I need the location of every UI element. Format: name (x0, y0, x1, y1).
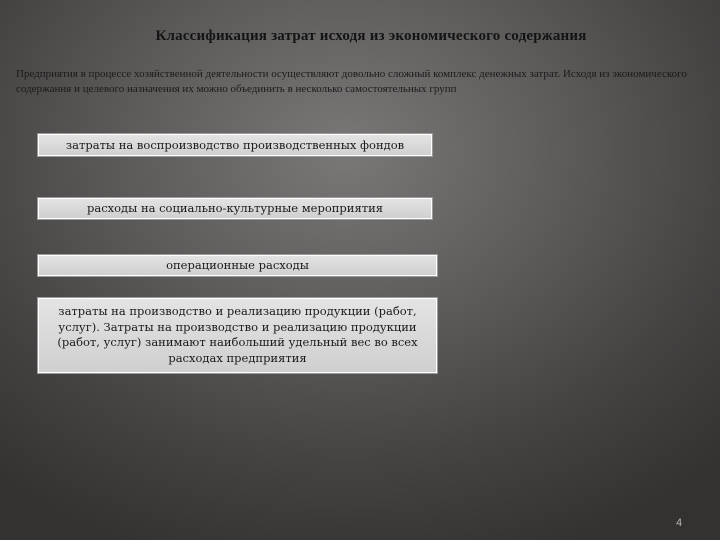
category-box-social-cultural: расходы на социально-культурные мероприятия (37, 197, 433, 220)
page-number: 4 (676, 517, 683, 529)
category-box-operational: операционные расходы (37, 254, 438, 277)
intro-paragraph: Предприятия в процессе хозяйственной деятельности осуществляют довольно сложный комплекс денежных затрат. Исходя из экономического содержания и целевого назначения их можно объединить в несколько самостоятельных групп (16, 68, 687, 95)
category-box-fixed-assets: затраты на воспроизводство производственных фондов (37, 133, 433, 157)
category-box-production-costs: затраты на производство и реализацию продукции (работ, услуг). Затраты на производство и реализацию продукции (работ, услуг) занимают наибольший удельный вес во всех расходах предприятия (37, 297, 438, 374)
slide-title: Классификация затрат исходя из экономического содержания (155, 28, 587, 44)
